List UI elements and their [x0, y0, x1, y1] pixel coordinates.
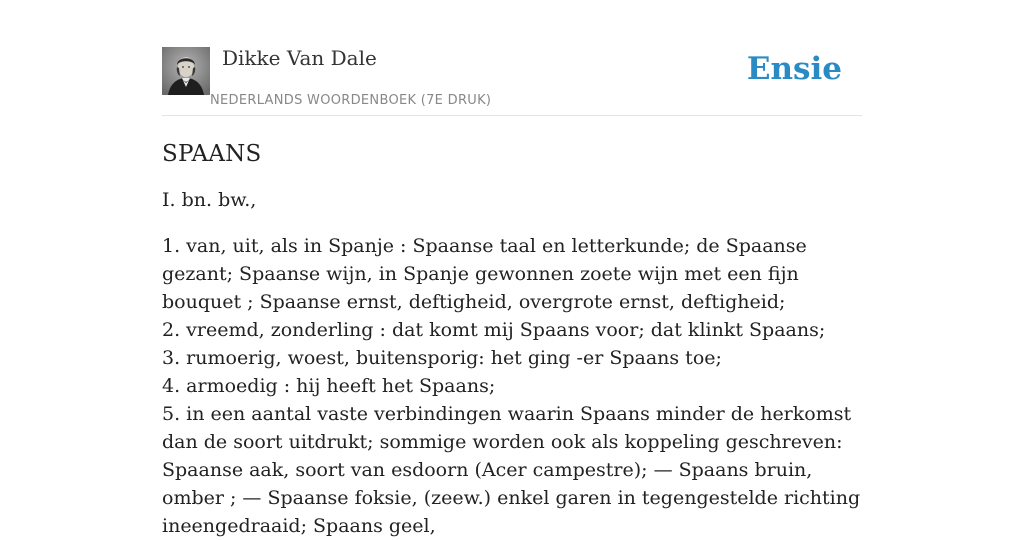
definition-item: 1. van, uit, als in Spanje : Spaanse taal en letterkunde; de Spaanse gezant; Spaanse wijn, in Spanje gewonnen zoete wijn met een fijn bouquet ; Spaanse ernst, deftigheid, overgrote ernst, deftigheid;	[162, 235, 807, 313]
grammar-note: I. bn. bw.,	[162, 189, 257, 211]
header	[162, 0, 862, 116]
definition-item: 5. in een aantal vaste verbindingen waarin Spaans minder de herkomst dan de soort uitdrukt; sommige worden ook als koppeling geschreven: Spaanse aak, soort van esdoorn (Acer campestre); — Spaans bruin, omber ; — Spaanse foksie, (zeew.) enkel garen in tegengestelde richting ineengedraaid; Spaans geel,	[162, 403, 861, 537]
entry-title: SPAANS	[162, 141, 262, 167]
definition-item: 4. armoedig : hij heeft het Spaans;	[162, 375, 496, 397]
definition-list	[162, 232, 862, 540]
definition-item: 3. rumoerig, woest, buitensporig: het ging -er Spaans toe;	[162, 347, 722, 369]
entry-content	[162, 136, 862, 540]
author-name[interactable]: Dikke Van Dale	[222, 46, 377, 70]
portrait-photo-icon	[162, 47, 210, 95]
brand-logo[interactable]: Ensie	[746, 51, 842, 87]
definition-item: 2. vreemd, zonderling : dat komt mij Spaans voor; dat klinkt Spaans;	[162, 319, 826, 341]
source-label[interactable]: NEDERLANDS WOORDENBOEK (7E DRUK)	[210, 93, 492, 108]
author-avatar[interactable]	[162, 47, 210, 95]
